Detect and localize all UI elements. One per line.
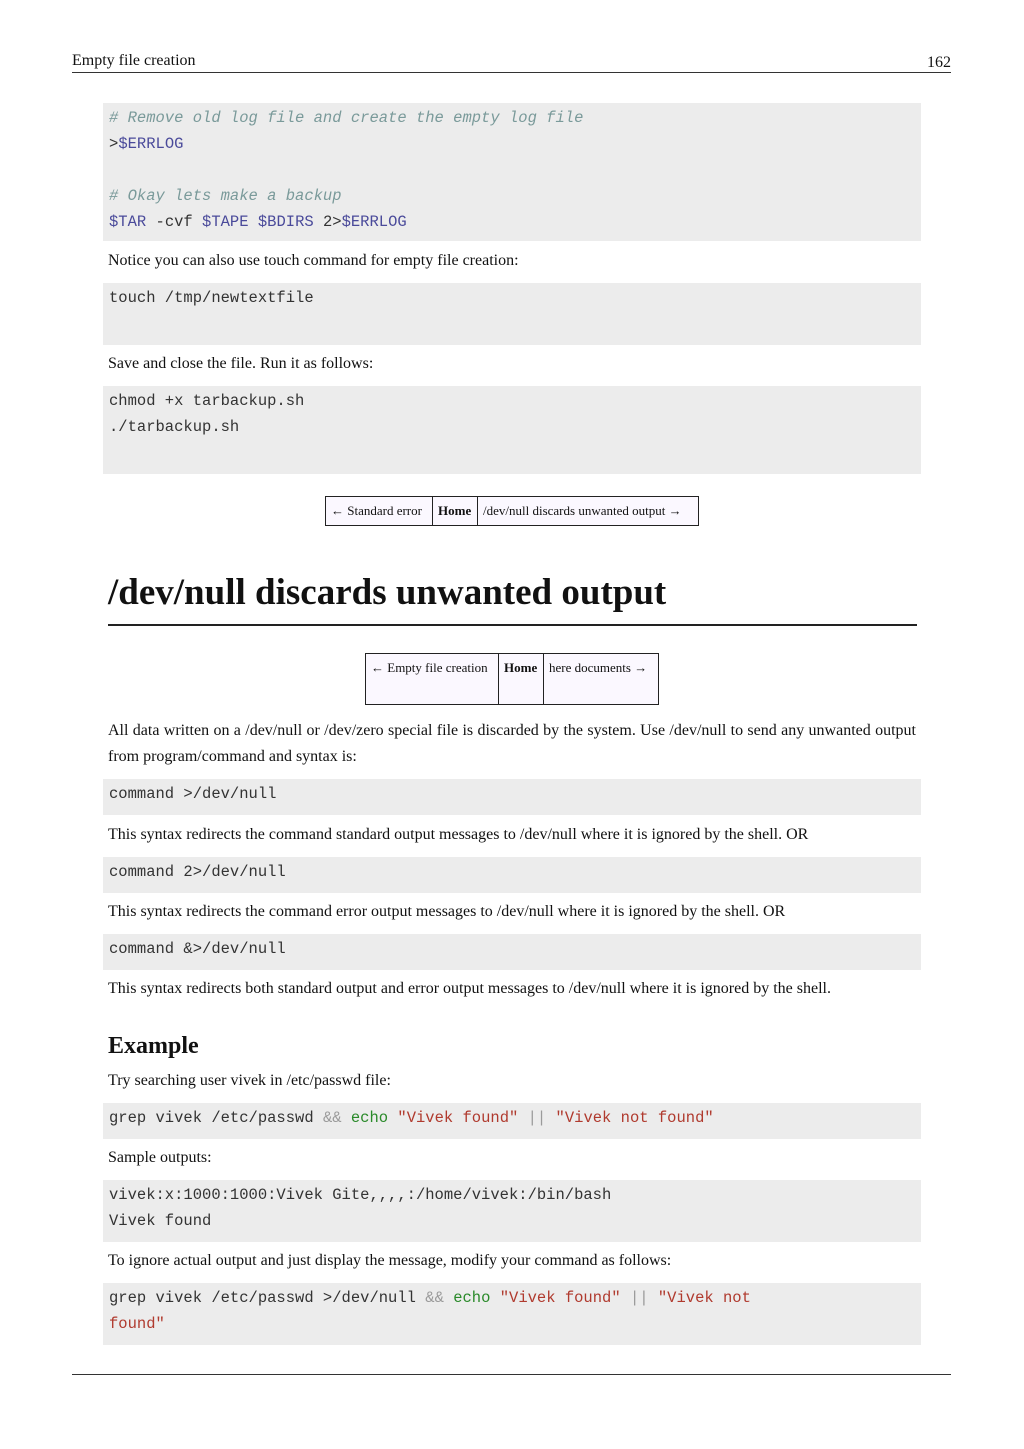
- navigation-box-top: [325, 496, 699, 526]
- page-number: 162: [927, 54, 951, 71]
- paragraph-intro: All data written on a /dev/null or /dev/zero special file is discarded by the system. Use /dev/null to send any unwanted output from program/command and syntax is:: [108, 722, 916, 765]
- code-string: "Vivek not: [657, 1289, 751, 1307]
- code-line: ./tarbackup.sh: [109, 418, 240, 436]
- code-block-output: [103, 1180, 921, 1242]
- code-variable: $ERRLOG: [341, 213, 407, 231]
- paragraph-save: Save and close the file. Run it as follows:: [108, 355, 374, 372]
- code-block-stdout: [103, 779, 921, 815]
- nav-home-link[interactable]: Home: [499, 654, 544, 705]
- code-variable: $TAPE: [202, 213, 249, 231]
- code-comment: # Okay lets make a backup: [109, 187, 342, 205]
- paragraph-try: Try searching user vivek in /etc/passwd file:: [108, 1072, 391, 1089]
- code-keyword: echo: [350, 1109, 389, 1127]
- code-operator: ||: [527, 1109, 547, 1127]
- code-line: chmod +x tarbackup.sh: [109, 392, 305, 410]
- paragraph-both: This syntax redirects both standard output and error output messages to /dev/null where it is ignored by the shell.: [108, 980, 831, 997]
- code-operator: ||: [629, 1289, 649, 1307]
- code-variable: $BDIRS: [257, 213, 314, 231]
- code-line: Vivek found: [109, 1212, 212, 1230]
- code-string: "Vivek found": [397, 1109, 519, 1127]
- paragraph-stderr: This syntax redirects the command error output messages to /dev/null where it is ignored by the shell. OR: [108, 903, 786, 920]
- code-block-grep: [103, 1103, 921, 1139]
- header-title: Empty file creation: [72, 52, 196, 69]
- code-block-both: [103, 934, 921, 970]
- code-text: grep vivek /etc/passwd: [109, 1109, 323, 1127]
- code-variable: $ERRLOG: [118, 135, 184, 153]
- code-text: grep vivek /etc/passwd >/dev/null: [109, 1289, 426, 1307]
- code-line: command 2>/dev/null: [109, 863, 286, 881]
- nav-next-link[interactable]: /dev/null discards unwanted output →: [478, 497, 699, 526]
- paragraph-sample: Sample outputs:: [108, 1149, 212, 1166]
- code-text: -cvf: [146, 213, 203, 231]
- code-block-backup: [103, 103, 921, 241]
- code-line: touch /tmp/newtextfile: [109, 289, 314, 307]
- footer-rule: [72, 1374, 951, 1375]
- code-text: 2>: [313, 213, 342, 231]
- code-operator: >: [109, 135, 119, 153]
- nav-next-link[interactable]: here documents →: [544, 654, 659, 705]
- code-block-run: [103, 386, 921, 474]
- navigation-box-section: [365, 653, 659, 705]
- code-string: "Vivek not found": [555, 1109, 714, 1127]
- code-variable: $TAR: [109, 213, 147, 231]
- nav-prev-link[interactable]: ← Empty file creation: [366, 654, 499, 705]
- code-block-touch: [103, 283, 921, 345]
- nav-home-link[interactable]: Home: [433, 497, 478, 526]
- code-keyword: echo: [453, 1289, 491, 1307]
- paragraph-stdout: This syntax redirects the command standard output messages to /dev/null where it is ignored by the shell. OR: [108, 826, 809, 843]
- code-operator: &&: [425, 1289, 444, 1307]
- code-text: [249, 213, 258, 231]
- code-operator: &&: [322, 1109, 342, 1127]
- nav-prev-link[interactable]: ← Standard error: [326, 497, 433, 526]
- paragraph-ignore: To ignore actual output and just display the message, modify your command as follows:: [108, 1252, 672, 1269]
- code-string: "Vivek found": [499, 1289, 621, 1307]
- code-block-grep-null: [103, 1283, 921, 1345]
- paragraph-touch: Notice you can also use touch command for empty file creation:: [108, 252, 519, 269]
- section-title: /dev/null discards unwanted output: [108, 570, 917, 626]
- code-line: vivek:x:1000:1000:Vivek Gite,,,,:/home/vivek:/bin/bash: [109, 1186, 612, 1204]
- code-line: command >/dev/null: [109, 785, 277, 803]
- example-heading: Example: [108, 1033, 199, 1059]
- code-comment: # Remove old log file and create the empty log file: [109, 109, 584, 127]
- code-string: found": [109, 1315, 165, 1333]
- code-block-stderr: [103, 857, 921, 893]
- code-line: command &>/dev/null: [109, 940, 286, 958]
- page-header: [72, 50, 951, 73]
